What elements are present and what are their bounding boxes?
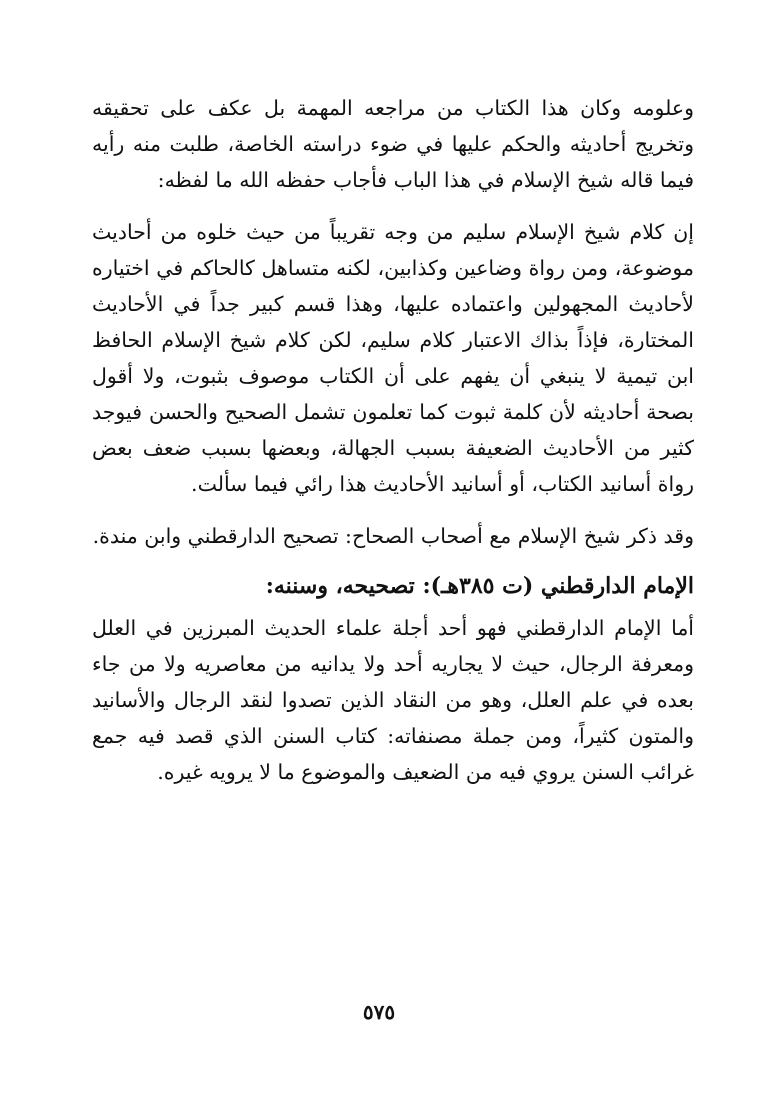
page-body xyxy=(92,90,694,1050)
paragraph-quoted-answer: إن كلام شيخ الإسلام سليم من وجه تقريباً من حيث خلوه من أحاديث موضوعة، ومن رواة وضاعين وكذابين، لكنه متساهل كالحاكم في اختياره لأحاديث المجهولين واعتماده عليها، وهذا قسم كبير جداً في الأحاديث المختارة، فإذاً بذاك الاعتبار كلام سليم، لكن كلام شيخ الإسلام الحافظ ابن تيمية لا ينبغي أن يفهم على أن الكتاب موصوف بثبوت، ولا أقول بصحة أحاديثه لأن كلمة ثبوت كما تعلمون تشمل الصحيح والحسن فيوجد كثير من الأحاديث الضعيفة بسبب الجهالة، وبعضها بسبب ضعف بعض رواة أسانيد الكتاب، أو أسانيد الأحاديث هذا رائي فيما سألت. xyxy=(92,220,694,496)
paragraph-intro: وعلومه وكان هذا الكتاب من مراجعه المهمة بل عكف على تحقيقه وتخريج أحاديثه والحكم عليها في ضوء دراسته الخاصة، طلبت منه رأيه فيما قاله شيخ الإسلام في هذا الباب فأجاب حفظه الله ما لفظه: xyxy=(92,96,694,192)
section-heading: الإمام الدارقطني (ت ٣٨٥هـ): تصحيحه، وسننه: xyxy=(265,573,694,599)
paragraph-daraqutni-mention: وقد ذكر شيخ الإسلام مع أصحاب الصحاح: تصحيح الدارقطني وابن مندة. xyxy=(92,524,694,548)
page-number: ٥٧٥ xyxy=(362,1000,396,1024)
paragraph-daraqutni-bio: أما الإمام الدارقطني فهو أحد أجلة علماء الحديث المبرزين في العلل ومعرفة الرجال، حيث لا يجاريه أحد ولا يدانيه من معاصريه ولا من جاء بعده في علم العلل، وهو من النقاد الذين تصدوا لنقد الرجال والأسانيد والمتون كثيراً، ومن جملة مصنفاته: كتاب السنن الذي قصد فيه جمع غرائب السنن يروي فيه من الضعيف والموضوع ما لا يرويه غيره. xyxy=(92,616,694,784)
